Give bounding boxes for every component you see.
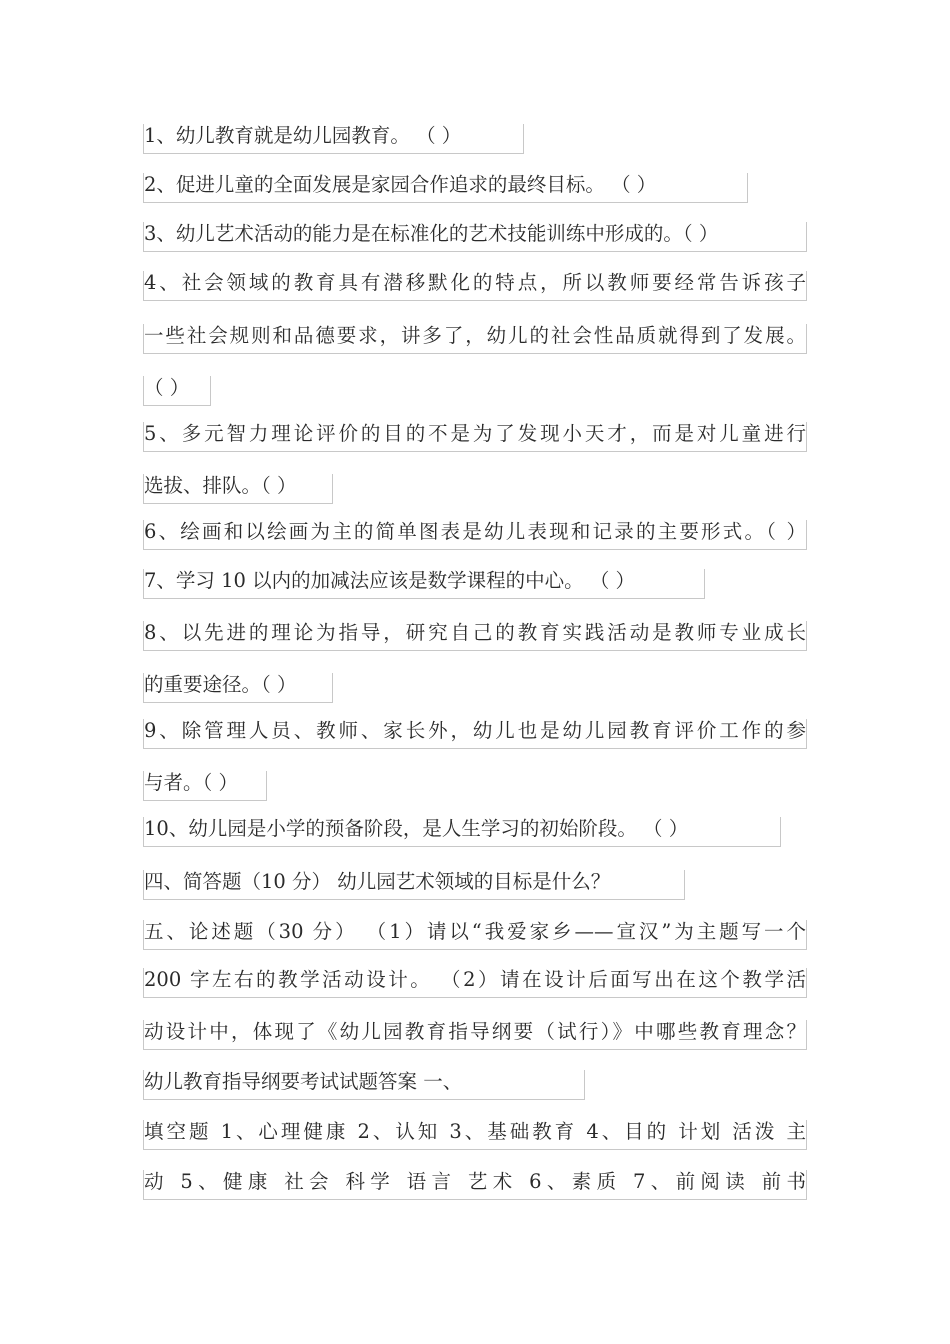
- answer-key-line-2: 动 5、健康 社会 科学 语言 艺术 6、素质 7、前阅读 前书: [143, 1170, 807, 1200]
- question-5-line-2: 选拔、排队。（ ）: [143, 474, 333, 504]
- essay-section-line-1: 五、论述题（30 分） （1）请以“我爱家乡——宣汉”为主题写一个: [143, 920, 807, 950]
- question-3: 3、幼儿艺术活动的能力是在标准化的艺术技能训练中形成的。（ ）: [143, 222, 807, 252]
- question-1: 1、幼儿教育就是幼儿园教育。 （ ）: [143, 124, 524, 154]
- question-9-line-1: 9、除管理人员、教师、家长外，幼儿也是幼儿园教育评价工作的参: [143, 719, 807, 749]
- answer-key-line-1: 填空题 1、心理健康 2、认知 3、基础教育 4、目的 计划 活泼 主: [143, 1120, 807, 1150]
- question-10: 10、幼儿园是小学的预备阶段，是人生学习的初始阶段。 （ ）: [143, 817, 781, 847]
- question-4-line-1: 4、社会领域的教育具有潜移默化的特点，所以教师要经常告诉孩子: [143, 271, 807, 301]
- essay-section-line-3: 动设计中，体现了《幼儿园教育指导纲要（试行）》中哪些教育理念？: [143, 1020, 807, 1050]
- question-5-line-1: 5、多元智力理论评价的目的不是为了发现小天才，而是对儿童进行: [143, 422, 807, 452]
- question-8-line-2: 的重要途径。（ ）: [143, 673, 333, 703]
- question-9-line-2: 与者。（ ）: [143, 771, 267, 801]
- answer-key-title: 幼儿教育指导纲要考试试题答案 一、: [143, 1070, 585, 1100]
- essay-section-line-2: 200 字左右的教学活动设计。 （2）请在设计后面写出在这个教学活: [143, 968, 807, 998]
- short-answer-section: 四、简答题（10 分） 幼儿园艺术领域的目标是什么？: [143, 870, 685, 900]
- question-4-line-3: （ ）: [143, 376, 211, 406]
- question-4-line-2: 一些社会规则和品德要求，讲多了，幼儿的社会性品质就得到了发展。: [143, 324, 807, 354]
- question-7: 7、学习 10 以内的加减法应该是数学课程的中心。 （ ）: [143, 569, 705, 599]
- question-2: 2、促进儿童的全面发展是家园合作追求的最终目标。 （ ）: [143, 173, 748, 203]
- question-6: 6、绘画和以绘画为主的简单图表是幼儿表现和记录的主要形式。（ ）: [143, 520, 807, 550]
- question-8-line-1: 8、以先进的理论为指导，研究自己的教育实践活动是教师专业成长: [143, 621, 807, 651]
